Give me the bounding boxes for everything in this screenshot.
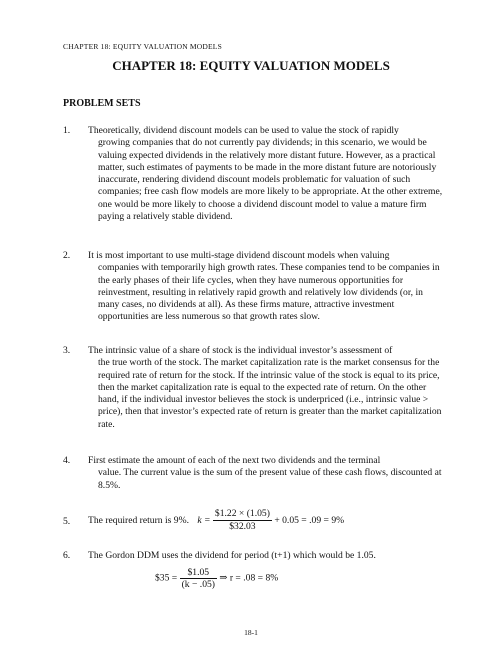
equation-lhs: $35 =: [155, 572, 178, 584]
equation-lhs: k =: [197, 515, 211, 526]
problem-number: 6.: [63, 550, 71, 561]
chapter-title: CHAPTER 18: EQUITY VALUATION MODELS: [112, 58, 390, 73]
problem-number: 1.: [63, 125, 71, 136]
equation-fraction: [213, 508, 272, 534]
problem-text: [88, 455, 443, 492]
problem-continuation: growing companies that do not currently pay dividends; in this scenario, we would be valuing expected dividends in the relatively more distant future. However, as a practical matter, such estimates of payments to be made in the more distant future are notoriously inaccurate, rendering dividend discount models problematic for valuation of such companies; free cash flow models are more likely to be appropriate. At the other extreme, one would be more likely to choose a dividend discount model to value a mature firm paying a relatively stable dividend.: [98, 137, 443, 223]
problem-text: [88, 550, 463, 562]
problem-number: 5.: [63, 516, 71, 527]
problem-number: 4.: [63, 455, 71, 466]
problem-6-equation: [155, 567, 278, 590]
problem-continuation: value. The current value is the sum of the present value of these cash flows, discounted at 8.5%.: [98, 467, 442, 491]
running-header: CHAPTER 18: EQUITY VALUATION MODELS: [63, 42, 222, 51]
fraction-numerator: $1.22 × (1.05): [213, 508, 272, 521]
problem-number: 2.: [63, 250, 71, 261]
problem-number: 3.: [63, 345, 71, 356]
problem-first-line: Theoretically, dividend discount models can be used to value the stock of rapidly: [88, 125, 399, 136]
fraction-numerator: $1.05: [180, 567, 217, 579]
problem-text: [88, 508, 463, 534]
equation-rhs: + 0.05 = .09 = 9%: [274, 515, 345, 526]
problem-first-line: First estimate the amount of each of the next two dividends and the terminal: [88, 455, 381, 466]
problem-continuation: the true worth of the stock. The market capitalization rate is the market consensus for the required rate of return for the stock. If the intrinsic value of the stock is equal to its price, then the market capitalization rate is equal to the expected rate of return. On the other hand, if the individual investor believes the stock is underpriced (i.e., intrinsic value > price), then that investor’s expected rate of return is greater than the market capitalization rate.: [98, 357, 442, 430]
problem-text: [88, 250, 443, 324]
page-number: 18-1: [244, 628, 258, 637]
problem-first-line: It is most important to use multi-stage dividend discount models when valuing: [88, 250, 390, 261]
problem-text: [88, 125, 443, 223]
fraction-denominator: (k − .05): [181, 579, 215, 590]
problem-first-line: The intrinsic value of a share of stock is the individual investor’s assessment of: [88, 345, 393, 356]
problem-continuation: companies with temporarily high growth rates. These companies tend to be companies in the early phases of their life cycles, when they have numerous opportunities for reinvestment, resulting in relatively rapid growth and relatively low dividends (or, in many cases, no dividends at all). As these firms mature, attractive investment opportunities are less numerous so that growth rates slow.: [98, 262, 440, 323]
problem-statement: The Gordon DDM uses the dividend for period (t+1) which would be 1.05.: [88, 550, 376, 561]
equation-fraction: [180, 567, 217, 590]
section-heading: PROBLEM SETS: [63, 98, 141, 109]
problem-text: [88, 345, 443, 431]
problem-statement: The required return is 9%.: [88, 515, 189, 526]
fraction-denominator: $32.03: [229, 521, 256, 533]
equation-rhs: ⇒ r = .08 = 8%: [219, 572, 279, 584]
